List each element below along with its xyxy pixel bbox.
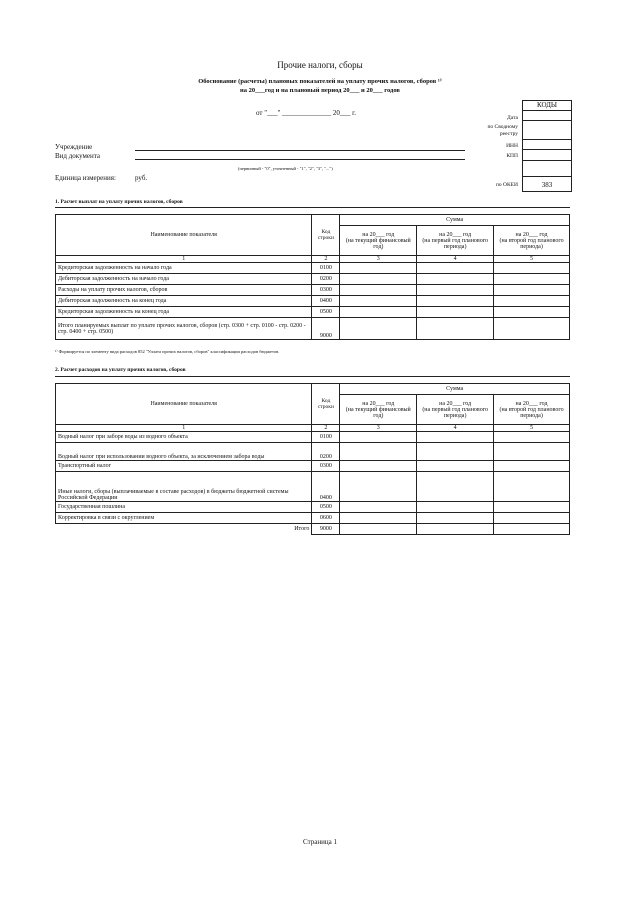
row-name: Итого планируемых выплат по уплате прочих налогов, сборов (стр. 0300 + стр. 0100 - стр. 0200 - стр. 0400 + стр. 0500): [56, 318, 312, 340]
row-code: 9000: [312, 318, 340, 340]
cell-y1[interactable]: [340, 263, 417, 274]
cell-y3[interactable]: [494, 513, 570, 524]
col-code-header: Код строки: [312, 215, 340, 256]
col-number: 2: [312, 256, 340, 263]
col-y1-header: на 20___ год: [362, 231, 395, 238]
row-code: 0600: [312, 513, 340, 524]
document-period: на 20___год и на плановый период 20___ и 20___ годов: [240, 87, 400, 94]
col-number: 3: [340, 425, 417, 432]
col-number: 5: [494, 425, 570, 432]
doctype-label: Вид документа: [55, 152, 101, 160]
cell-y2[interactable]: [417, 318, 494, 340]
cell-y1[interactable]: [340, 307, 417, 318]
cell-y3[interactable]: [494, 502, 570, 513]
table-row: [56, 274, 570, 285]
row-code: 0400: [312, 472, 340, 502]
col-y3-sub: (на второй год планового периода): [499, 237, 564, 250]
kpp-label: КПП: [506, 153, 518, 159]
col-number: 2: [312, 425, 340, 432]
doctype-field[interactable]: [135, 159, 465, 160]
okei-value: 383: [541, 181, 553, 189]
cell-y3[interactable]: [494, 307, 570, 318]
row-code: 9000: [312, 524, 340, 535]
table-row: [56, 432, 570, 443]
row-name: Итого: [56, 524, 312, 535]
row-code: 0500: [312, 502, 340, 513]
codes-box: [522, 100, 572, 192]
page-title: Прочие налоги, сборы: [277, 60, 363, 70]
col-name-header: Наименование показателя: [56, 215, 312, 256]
cell-y2[interactable]: [417, 443, 494, 461]
cell-y1[interactable]: [340, 318, 417, 340]
section2-table: [55, 383, 570, 535]
table-row: [56, 502, 570, 513]
row-code: 0100: [312, 432, 340, 443]
col-number: 1: [56, 425, 312, 432]
row-code: 0500: [312, 307, 340, 318]
table-row: [56, 285, 570, 296]
col-y2-sub: (на первый год планового периода): [422, 237, 489, 250]
table-row: [56, 443, 570, 461]
codes-header: КОДЫ: [536, 101, 558, 109]
cell-y1[interactable]: [340, 296, 417, 307]
cell-y1[interactable]: [340, 502, 417, 513]
table-row: [56, 472, 570, 502]
page-number: Страница 1: [303, 838, 337, 846]
doctype-hint: (первичный - "0", уточненный - "1", "2", "3", "..."): [238, 166, 333, 171]
footnote: ¹⁾ Формируется по элементу вида расходов 852 "Уплата прочих налогов, сборов" классификации расходов бюджетов.: [55, 349, 280, 354]
col-code-header: Код строки: [312, 384, 340, 425]
table-row: [56, 461, 570, 472]
cell-y2[interactable]: [417, 461, 494, 472]
row-name: Корректировка в связи с округлением: [56, 513, 312, 524]
col-y1-sub: (на текущий финансовый год): [345, 237, 411, 250]
cell-y2[interactable]: [417, 307, 494, 318]
cell-y3[interactable]: [494, 443, 570, 461]
cell-y1[interactable]: [340, 432, 417, 443]
document-subtitle: Обоснование (расчеты) плановых показателей на уплату прочих налогов, сборов ¹⁾: [198, 78, 442, 85]
col-number: 4: [417, 425, 494, 432]
unit-value: руб.: [135, 174, 148, 182]
row-name: Дебиторская задолженность на начало года: [56, 274, 312, 285]
table-row: [56, 513, 570, 524]
table-row: [56, 318, 570, 340]
col-number: 3: [340, 256, 417, 263]
section2-heading: 2. Расчет расходов на уплату прочих налогов, сборов: [55, 367, 186, 373]
cell-y1[interactable]: [340, 461, 417, 472]
row-name: Дебиторская задолженность на конец года: [56, 296, 312, 307]
col-y3-sub: (на второй год планового периода): [499, 406, 564, 419]
cell-y3[interactable]: [494, 296, 570, 307]
cell-y3[interactable]: [494, 263, 570, 274]
cell-y3[interactable]: [494, 285, 570, 296]
row-name: Водный налог при заборе воды из водного объекта: [56, 432, 312, 443]
row-code: 0300: [312, 285, 340, 296]
section1-table: [55, 214, 570, 340]
cell-y3[interactable]: [494, 524, 570, 535]
col-number: 4: [417, 256, 494, 263]
cell-y1[interactable]: [340, 513, 417, 524]
date-label: Дата: [507, 115, 518, 121]
unit-label: Единица измерения:: [55, 174, 116, 182]
row-code: 0200: [312, 443, 340, 461]
row-code: 0200: [312, 274, 340, 285]
col-number: 1: [56, 256, 312, 263]
table-row: [56, 307, 570, 318]
cell-y1[interactable]: [340, 443, 417, 461]
col-sum-header: Сумма: [340, 215, 570, 226]
col-y3-header: на 20___ год: [515, 400, 548, 407]
row-name: Государственная пошлина: [56, 502, 312, 513]
row-name: Расходы на уплату прочих налогов, сборов: [56, 285, 312, 296]
cell-y2[interactable]: [417, 296, 494, 307]
col-y1-sub: (на текущий финансовый год): [345, 406, 411, 419]
row-name: Кредиторская задолженность на начало года: [56, 263, 312, 274]
col-y3-header: на 20___ год: [515, 231, 548, 238]
okei-label: по ОКЕИ: [495, 182, 518, 188]
cell-y1[interactable]: [340, 524, 417, 535]
document-date-line: от "___" ______________ 20___ г.: [256, 109, 357, 117]
col-y2-header: на 20___ год: [439, 400, 472, 407]
institution-label: Учреждение: [55, 143, 93, 151]
cell-y2[interactable]: [417, 432, 494, 443]
registry-label: по Сводному реестру: [487, 124, 518, 137]
cell-y2[interactable]: [417, 274, 494, 285]
cell-y1[interactable]: [340, 285, 417, 296]
institution-field[interactable]: [135, 150, 465, 151]
cell-y2[interactable]: [417, 513, 494, 524]
col-y2-header: на 20___ год: [439, 231, 472, 238]
col-sum-header: Сумма: [340, 384, 570, 395]
table-row: [56, 263, 570, 274]
cell-y2[interactable]: [417, 502, 494, 513]
col-y1-header: на 20___ год: [362, 400, 395, 407]
inn-label: ИНН: [506, 143, 518, 149]
col-y2-sub: (на первый год планового периода): [422, 406, 489, 419]
row-code: 0300: [312, 461, 340, 472]
cell-y3[interactable]: [494, 432, 570, 443]
section1-heading: 1. Расчет выплат на уплату прочих налогов, сборов: [55, 199, 183, 205]
cell-y3[interactable]: [494, 274, 570, 285]
cell-y1[interactable]: [340, 274, 417, 285]
cell-y2[interactable]: [417, 285, 494, 296]
row-name: Транспортный налог: [56, 461, 312, 472]
row-name: Кредиторская задолженность на конец года: [56, 307, 312, 318]
cell-y3[interactable]: [494, 318, 570, 340]
cell-y3[interactable]: [494, 461, 570, 472]
col-number: 5: [494, 256, 570, 263]
cell-y1[interactable]: [340, 472, 417, 502]
col-name-header: Наименование показателя: [56, 384, 312, 425]
row-name: Иные налоги, сборы (выплачиваемые в составе расходов) в бюджеты бюджетной системы Российской Федерации: [56, 472, 312, 502]
cell-y3[interactable]: [494, 472, 570, 502]
table-row-total: [56, 524, 570, 535]
table-row: [56, 296, 570, 307]
cell-y2[interactable]: [417, 472, 494, 502]
cell-y2[interactable]: [417, 263, 494, 274]
row-name: Водный налог при использовании водного объекта, за исключением забора воды: [56, 443, 312, 461]
cell-y2[interactable]: [417, 524, 494, 535]
row-code: 0100: [312, 263, 340, 274]
row-code: 0400: [312, 296, 340, 307]
